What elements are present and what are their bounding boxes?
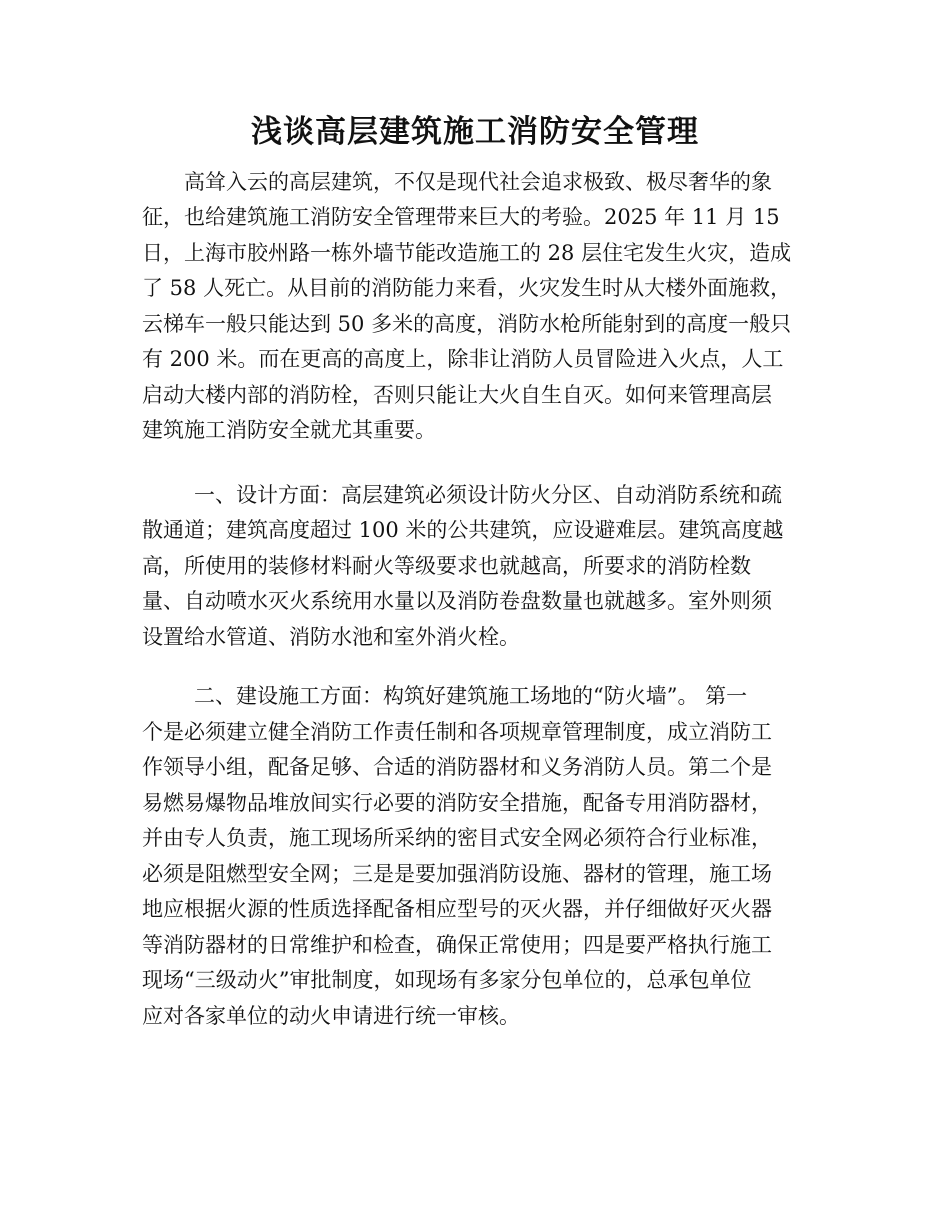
paragraph-line: 应对各家单位的动火申请进行统一审核。 [142, 1004, 520, 1028]
paragraph-line: 量、自动喷水灭火系统用水量以及消防卷盘数量也就越多。室外则须 [142, 589, 772, 613]
document-title: 浅谈高层建筑施工消防安全管理 [251, 114, 699, 150]
paragraph-line: 建筑施工消防安全就尤其重要。 [142, 418, 436, 442]
paragraph-line: 地应根据火源的性质选择配备相应型号的灭火器，并仔细做好灭火器 [142, 897, 772, 921]
paragraph-line: 等消防器材的日常维护和检查，确保正常使用；四是要严格执行施工 [142, 933, 772, 957]
paragraph-line: 一、设计方面：高层建筑必须设计防火分区、自动消防系统和疏 [194, 483, 782, 507]
paragraph-line: 现场“三级动火”审批制度，如现场有多家分包单位的，总承包单位 [142, 968, 752, 992]
paragraph-line: 并由专人负责，施工现场所采纳的密目式安全网必须符合行业标准， [142, 826, 772, 850]
paragraph-line: 作领导小组，配备足够、合适的消防器材和义务消防人员。第二个是 [142, 755, 772, 779]
paragraph-line: 启动大楼内部的消防栓，否则只能让大火自生自灭。如何来管理高层 [142, 383, 772, 407]
paragraph-line: 征，也给建筑施工消防安全管理带来巨大的考验。2025 年 11 月 15 [142, 205, 780, 229]
paragraph-line: 个是必须建立健全消防工作责任制和各项规章管理制度，成立消防工 [142, 720, 772, 744]
paragraph-line: 必须是阻燃型安全网；三是是要加强消防设施、器材的管理，施工场 [142, 862, 772, 886]
paragraph-line: 高，所使用的装修材料耐火等级要求也就越高，所要求的消防栓数 [142, 554, 751, 578]
paragraph-line: 设置给水管道、消防水池和室外消火栓。 [142, 625, 520, 649]
paragraph-line: 高耸入云的高层建筑，不仅是现代社会追求极致、极尽奢华的象 [184, 170, 772, 194]
paragraph-line: 散通道；建筑高度超过 100 米的公共建筑，应设避难层。建筑高度越 [142, 518, 784, 542]
paragraph-line: 有 200 米。而在更高的高度上，除非让消防人员冒险进入火点，人工 [142, 347, 784, 371]
paragraph-line: 了 58 人死亡。从目前的消防能力来看，火灾发生时从大楼外面施救， [142, 276, 792, 300]
paragraph-line: 二、建设施工方面：构筑好建筑施工场地的“防火墙”。 第一 [194, 684, 748, 708]
paragraph-line: 云梯车一般只能达到 50 多米的高度，消防水枪所能射到的高度一般只 [142, 312, 792, 336]
paragraph-line: 易燃易爆物品堆放间实行必要的消防安全措施，配备专用消防器材， [142, 791, 772, 815]
paragraph-line: 日，上海市胶州路一栋外墙节能改造施工的 28 层住宅发生火灾，造成 [142, 241, 792, 265]
